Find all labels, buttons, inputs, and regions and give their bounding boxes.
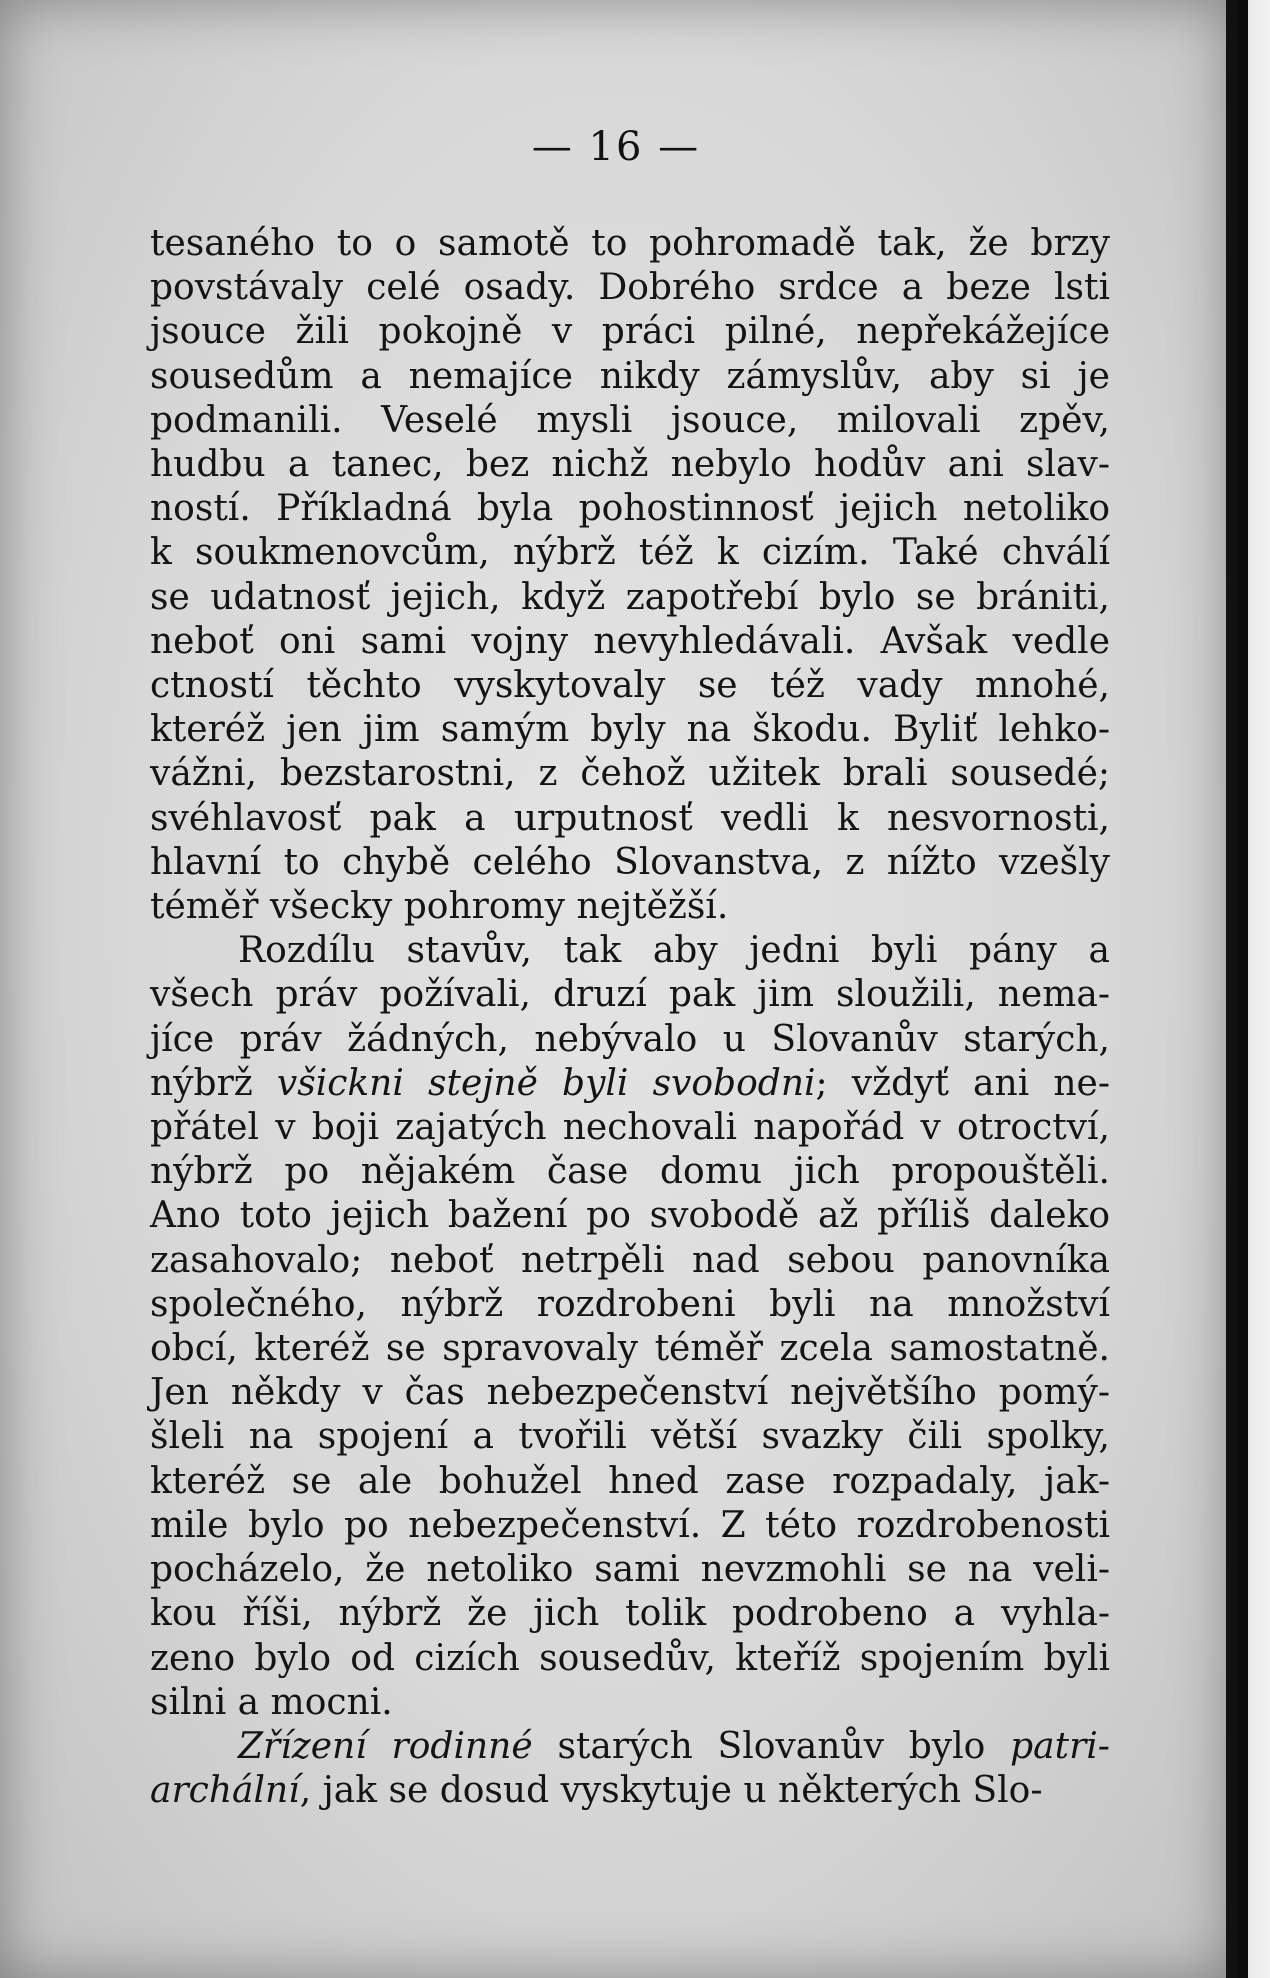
paragraph — [150, 1725, 1110, 1813]
text-line: tesaného to o samotě to pohromadě tak, že brzy — [150, 223, 1110, 264]
text-line: nýbrž po nějakém čase domu jich propouštěli. — [150, 1151, 1110, 1193]
text-line: jsouce žili pokojně v práci pilné, nepřekážejíce — [150, 311, 1110, 353]
text-line: Rozdílu stavův, tak aby jedni byli pány a — [238, 930, 1110, 972]
text-line: kteréž se ale bohužel hned zase rozpadaly, jak- — [150, 1460, 1110, 1502]
text-line: hlavní to chybě celého Slovanstva, z nížto vzešly — [150, 841, 1110, 883]
book-spine-edge — [1238, 0, 1248, 1978]
paragraph — [150, 222, 1110, 929]
text-line: pocházelo, že netoliko sami nevzmohli se na veli- — [150, 1549, 1110, 1591]
text-line: k soukmenovcům, nýbrž též k cizím. Také chválí — [150, 532, 1110, 574]
text-line: vážni, bezstarostni, z čehož užitek brali sousedé; — [150, 753, 1110, 795]
text-line: společného, nýbrž rozdrobeni byli na množství — [150, 1283, 1110, 1325]
text-line: kou říši, nýbrž že jich tolik podrobeno a vyhla- — [150, 1593, 1110, 1635]
text-line: ností. Příkladná byla pohostinnosť jejich netoliko — [150, 488, 1110, 530]
text-line: nýbrž všickni stejně byli svobodni; vždyť ani ne- — [150, 1062, 1110, 1104]
page-number: — 16 — — [531, 124, 701, 170]
text-line: jíce práv žádných, nebývalo u Slovanův starých, — [150, 1018, 1110, 1060]
body-text — [150, 222, 1110, 1813]
paragraph — [150, 929, 1110, 1725]
text-line: neboť oni sami vojny nevyhledávali. Avšak vedle — [150, 620, 1110, 662]
text-line: silni a mocni. — [150, 1681, 393, 1723]
text-line: archální, jak se dosud vyskytuje u některých Slo- — [150, 1770, 1043, 1812]
text-line: Ano toto jejich bažení po svobodě až příliš daleko — [150, 1195, 1110, 1237]
text-line: Jen někdy v čas nebezpečenství největšího pomý- — [150, 1372, 1110, 1414]
text-line: kteréž jen jim samým byly na škodu. Byliť lehko- — [150, 709, 1110, 751]
text-line: svéhlavosť pak a urputnosť vedli k nesvornosti, — [150, 797, 1110, 839]
text-line: se udatnosť jejich, když zapotřebí bylo se brániti, — [150, 576, 1110, 618]
text-line: zasahovalo; neboť netrpěli nad sebou panovníka — [150, 1239, 1110, 1281]
text-line: téměř všecky pohromy nejtěžší. — [150, 886, 729, 928]
text-line: přátel v boji zajatých nechovali napořád v otroctví, — [150, 1107, 1110, 1149]
text-line: mile bylo po nebezpečenství. Z této rozdrobenosti — [150, 1504, 1110, 1546]
text-line: sousedům a nemajíce nikdy zámyslův, aby si je — [150, 355, 1110, 397]
text-line: zeno bylo od cizích sousedův, kteříž spojením byli — [150, 1637, 1110, 1679]
text-line: Zřízení rodinné starých Slovanův bylo patri- — [238, 1725, 1110, 1767]
text-line: obcí, kteréž se spravovaly téměř zcela samostatně. — [150, 1328, 1110, 1370]
book-spine-shadow — [1226, 0, 1270, 1978]
text-line: všech práv požívali, druzí pak jim sloužili, nema- — [150, 974, 1110, 1016]
text-line: hudbu a tanec, bez nichž nebylo hodův ani slav- — [150, 444, 1110, 486]
text-line: ctností těchto vyskytovaly se též vady mnohé, — [150, 665, 1110, 707]
text-line: povstávaly celé osady. Dobrého srdce a beze lsti — [150, 267, 1110, 309]
text-line: šleli na spojení a tvořili větší svazky čili spolky, — [150, 1416, 1110, 1458]
text-line: podmanili. Veselé mysli jsouce, milovali zpěv, — [150, 399, 1110, 441]
